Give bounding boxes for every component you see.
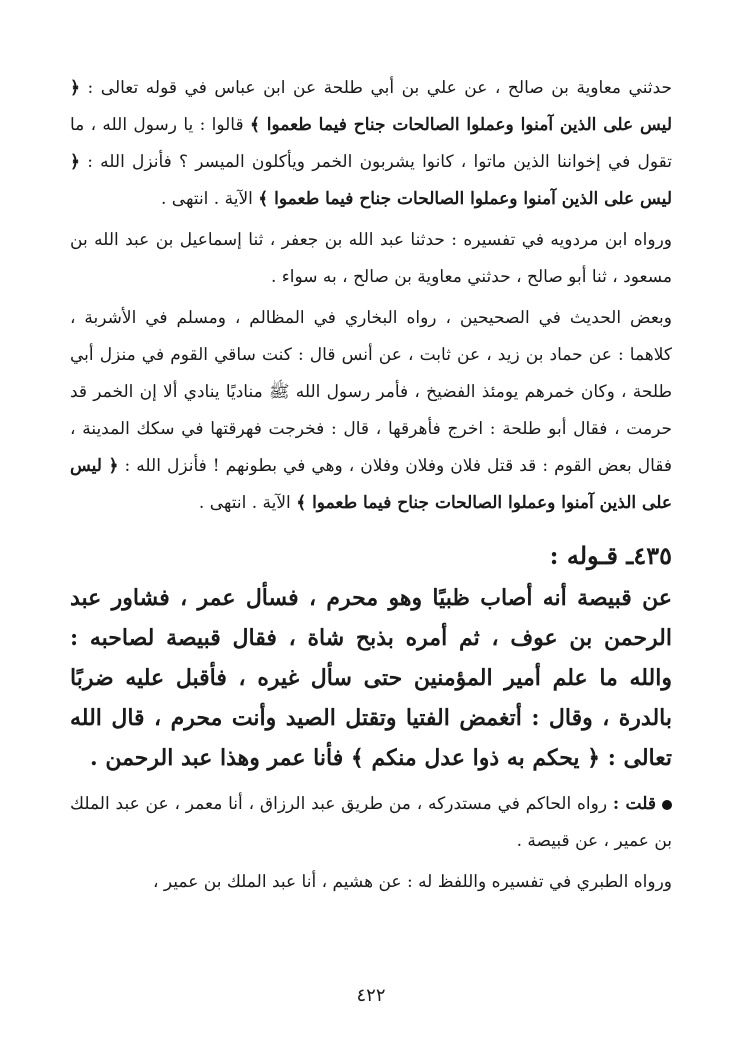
main-quran-quote: ﴿ يحكم به ذوا عدل منكم ﴾ xyxy=(350,745,601,771)
narration-chain: حدثني معاوية بن صالح ، عن علي بن أبي طلحة عن ابن عباس في قوله تعالى : xyxy=(87,78,672,98)
narration-text: قالوا : يا رسول الله ، ما تقول في إخواننا الذين ماتوا ، كانوا يشربون الخمر ويأكلون الميسر ؟ فأنزل الله : xyxy=(70,115,672,172)
paragraph-tabari xyxy=(70,864,672,901)
paragraph-ibn-abbas-narration xyxy=(70,70,672,218)
paragraph-text: ورواه الطبري في تفسيره واللفظ له : عن هشيم ، أنا عبد الملك بن عمير ، xyxy=(153,872,672,892)
note-label: قلت : xyxy=(612,794,656,814)
main-text-before: عن قبيصة أنه أصاب ظبيًا وهو محرم ، فسأل عمر ، فشاور عبد الرحمن بن عوف ، ثم أمره بذبح شاة ، فقال قبيصة لصاحبه : والله ما علم أمير المؤمنين حتى سأل غيره ، فأقبل عليه ضربًا بالدرة ، وقال : أتغمض الفتيا وتقتل الصيد وأنت محرم ، قال الله تعالى : xyxy=(70,585,672,771)
paragraph-ibn-marduyah xyxy=(70,222,672,296)
paragraph-sahihain xyxy=(70,300,672,522)
paragraph-text: ورواه ابن مردويه في تفسيره : حدثنا عبد الله بن جعفر ، ثنا إسماعيل بن عبد الله بن مسعود ، ثنا أبو صالح ، حدثني معاوية بن صالح ، به سواء . xyxy=(70,230,672,287)
quran-quote: ﴿ ليس على الذين آمنوا وعملوا الصالحات جناح فيما طعموا ﴾ xyxy=(70,152,672,209)
narration-end: الآية . انتهى . xyxy=(161,189,259,209)
quran-quote: ﴿ ليس على الذين آمنوا وعملوا الصالحات جناح فيما طعموا ﴾ xyxy=(70,78,672,135)
note-paragraph xyxy=(70,786,672,860)
main-text-after: فأنا عمر وهذا عبد الرحمن . xyxy=(90,745,351,771)
section-heading: ٤٣٥ـ قـوله : xyxy=(549,541,672,570)
note-text: رواه الحاكم في مستدركه ، من طريق عبد الرزاق ، أنا معمر ، عن عبد الملك بن عمير ، عن قبيصة . xyxy=(70,794,672,851)
page-number: ٤٢٢ xyxy=(356,985,386,1006)
main-hadith-text xyxy=(70,578,672,778)
bullet-icon xyxy=(662,800,672,810)
paragraph-text: وبعض الحديث في الصحيحين ، رواه البخاري في المظالم ، ومسلم في الأشربة ، كلاهما : عن حماد بن زيد ، عن ثابت ، عن أنس قال : كنت ساقي القوم في منزل أبي طلحة ، وكان خمرهم يومئذ الفضيخ ، فأمر رسول الله ﷺ مناديًا ينادي ألا إن الخمر قد حرمت ، فقال أبو طلحة : اخرج فأهرقها ، قال : فخرجت فهرقتها في سكك المدينة ، فقال بعض القوم : قد قتل فلان وفلان وفلان ، وهي في بطونهم ! فأنزل الله : xyxy=(70,308,672,476)
page-content xyxy=(70,70,672,901)
paragraph-end: الآية . انتهى . xyxy=(198,493,297,513)
quran-quote: ﴿ ليس على الذين آمنوا وعملوا الصالحات جناح فيما طعموا ﴾ xyxy=(70,456,672,513)
